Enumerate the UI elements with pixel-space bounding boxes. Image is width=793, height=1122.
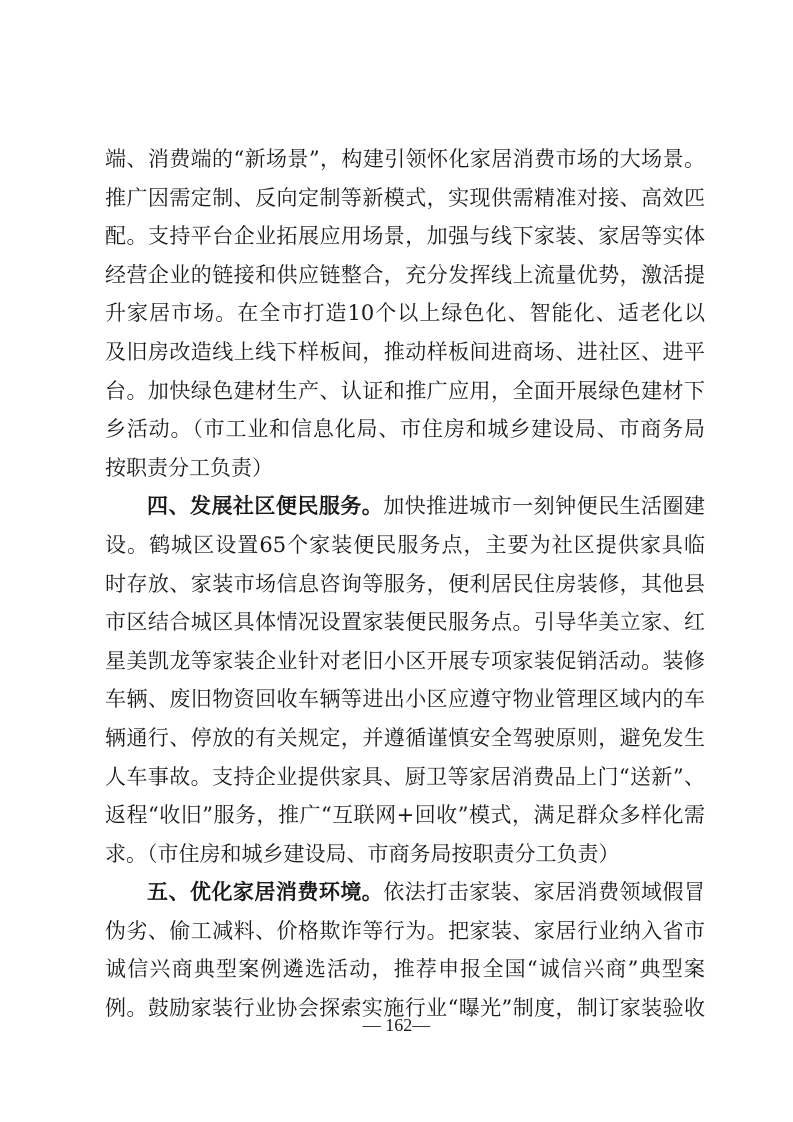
paragraph-line: 例。鼓励家装行业协会探索实施行业“曝光”制度，制订家装验收 <box>105 996 705 1021</box>
paragraph-line: 推广因需定制、反向定制等新模式，实现供需精准对接、高效匹 <box>105 185 705 210</box>
paragraph-line: 按职责分工负责） <box>105 455 273 480</box>
paragraph-line: 经营企业的链接和供应链整合，充分发挥线上流量优势，激活提 <box>105 262 705 287</box>
paragraph-line: 人车事故。支持企业提供家具、厨卫等家居消费品上门“送新”、 <box>105 764 705 789</box>
paragraph-line: 返程“收旧”服务，推广“互联网+回收”模式，满足群众多样化需 <box>105 803 705 828</box>
paragraph-line: 辆通行、停放的有关规定，并遵循谨慎安全驾驶原则，避免发生 <box>105 725 705 750</box>
paragraph-line: 诚信兴商典型案例遴选活动，推荐申报全国“诚信兴商”典型案 <box>105 957 705 982</box>
paragraph-line: 求。（市住房和城乡建设局、市商务局按职责分工负责） <box>105 841 620 866</box>
paragraph-line: 乡活动。（市工业和信息化局、市住房和城乡建设局、市商务局 <box>105 417 705 442</box>
paragraph-line: 车辆、废旧物资回收车辆等进出小区应遵守物业管理区域内的车 <box>105 687 705 712</box>
paragraph-line: 设。鹤城区设置65个家装便民服务点，主要为社区提供家具临 <box>105 532 705 557</box>
section-4-first-line-text: 加快推进城市一刻钟便民生活圈建 <box>383 494 705 519</box>
section-5-heading: 五、优化家居消费环境。 <box>147 880 384 905</box>
paragraph-line: 及旧房改造线上线下样板间，推动样板间进商场、进社区、进平 <box>105 339 705 364</box>
section-4-first-line <box>105 487 705 526</box>
paragraph-line: 端、消费端的“新场景”，构建引领怀化家居消费市场的大场景。 <box>105 147 705 171</box>
section-4-heading: 四、发展社区便民服务。 <box>147 494 384 519</box>
page-number: — 162— <box>362 1015 431 1035</box>
paragraph-line: 星美凯龙等家装企业针对老旧小区开展专项家装促销活动。装修 <box>105 648 705 673</box>
paragraph-line: 时存放、家装市场信息咨询等服务，便利居民住房装修，其他县 <box>105 571 705 596</box>
body-text <box>105 140 705 1028</box>
section-5-first-line <box>105 873 705 912</box>
paragraph-line: 伪劣、偷工减料、价格欺诈等行为。把家装、家居行业纳入省市 <box>105 918 705 943</box>
paragraph-line: 配。支持平台企业拓展应用场景，加强与线下家装、家居等实体 <box>105 224 705 249</box>
paragraph-line: 台。加快绿色建材生产、认证和推广应用，全面开展绿色建材下 <box>105 378 705 403</box>
paragraph-line: 市区结合城区具体情况设置家装便民服务点。引导华美立家、红 <box>105 610 705 635</box>
section-5-first-line-text: 依法打击家装、家居消费领域假冒 <box>383 880 705 905</box>
paragraph-line: 升家居市场。在全市打造10个以上绿色化、智能化、适老化以 <box>105 301 705 326</box>
